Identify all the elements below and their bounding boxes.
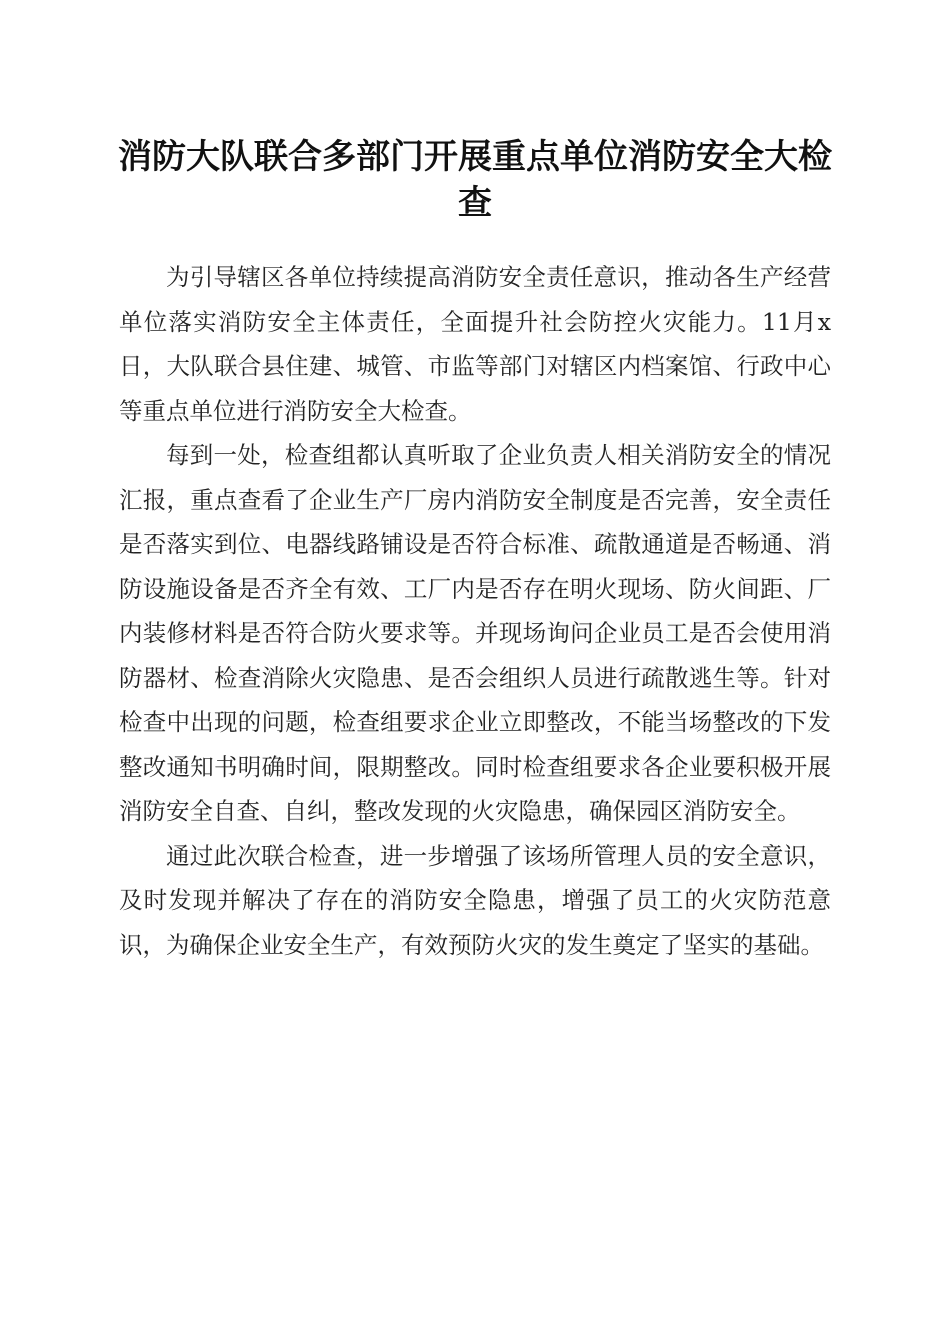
paragraph-2: 每到一处，检查组都认真听取了企业负责人相关消防安全的情况汇报，重点查看了企业生产厂房内消防安全制度是否完善，安全责任是否落实到位、电器线路铺设是否符合标准、疏散通道是否畅通、消防设施设备是否齐全有效、工厂内是否存在明火现场、防火间距、厂内装修材料是否符合防火要求等。并现场询问企业员工是否会使用消防器材、检查消除火灾隐患、是否会组织人员进行疏散逃生等。针对检查中出现的问题，检查组要求企业立即整改，不能当场整改的下发整改通知书明确时间，限期整改。同时检查组要求各企业要积极开展消防安全自查、自纠，整改发现的火灾隐患，确保园区消防安全。 <box>119 441 831 825</box>
paragraph-1: 为引导辖区各单位持续提高消防安全责任意识，推动各生产经营单位落实消防安全主体责任，全面提升社会防控火灾能力。11月x日，大队联合县住建、城管、市监等部门对辖区内档案馆、行政中心等重点单位进行消防安全大检查。 <box>119 263 831 425</box>
document-title: 消防大队联合多部门开展重点单位消防安全大检查 <box>118 137 832 223</box>
document-body <box>119 255 831 967</box>
paragraph-3: 通过此次联合检查，进一步增强了该场所管理人员的安全意识，及时发现并解决了存在的消防安全隐患，增强了员工的火灾防范意识，为确保企业安全生产，有效预防火灾的发生奠定了坚实的基础。 <box>119 841 831 959</box>
